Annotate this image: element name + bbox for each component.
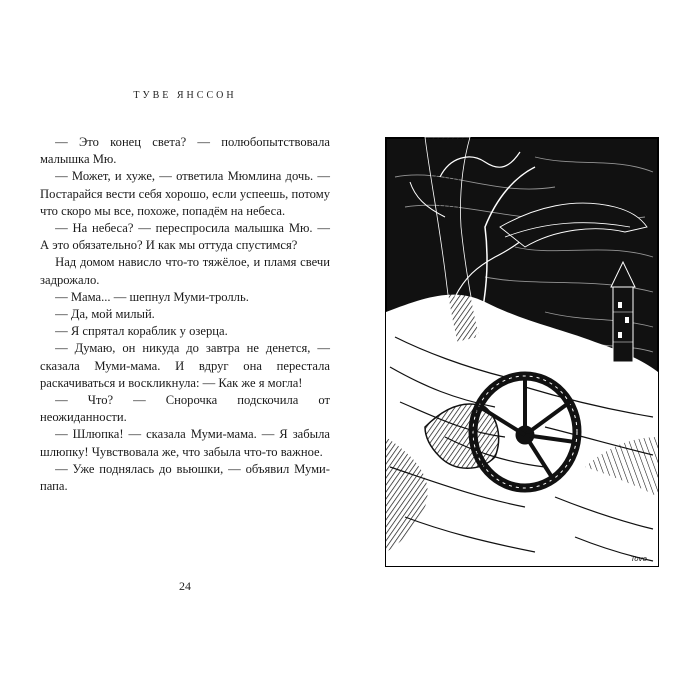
illustration-svg xyxy=(385,137,659,567)
paragraph: — Это конец света? — полюбопытствовала малышка Мю. xyxy=(40,135,330,167)
paragraph: — Я спрятал кораблик у озерца. xyxy=(55,324,228,339)
paragraph: Над домом нависло что-то тяжёлое, и пламя свечи задрожало. xyxy=(40,255,330,287)
paragraph: — Шлюпка! — сказала Муми-мама. — Я забыла шлюпку! Чувствовала же, что забыла что-то важное. xyxy=(40,427,330,459)
paragraph: — Мама... — шепнул Муми-тролль. xyxy=(55,289,249,304)
running-head: ТУВЕ ЯНССОН xyxy=(133,90,237,101)
paragraph: — Уже поднялась до вьюшки, — объявил Муми-папа. xyxy=(40,461,330,494)
paragraph: — Может, и хуже, — ответила Мюмлина дочь. — Постарайся вести себя хорошо, если успеешь, потому что скоро мы все, похоже, попадём на небеса. xyxy=(40,169,330,218)
page-number: 24 xyxy=(179,579,191,593)
paragraph: — На небеса? — переспросила малышка Мю. — А это обязательно? И как мы оттуда спустимся? xyxy=(40,221,330,253)
paragraph: — Да, мой милый. xyxy=(55,307,155,322)
paragraph: — Что? — Снорочка подскочила от неожиданности. xyxy=(40,393,330,425)
ink-illustration xyxy=(385,137,659,567)
artist-signature: Tove xyxy=(630,555,647,563)
text-column xyxy=(40,134,330,495)
paragraph: — Думаю, он никуда до завтра не денется, — сказала Муми-мама. И вдруг она перестала раскачиваться и воскликнула: — Как же я могла! xyxy=(40,341,330,390)
